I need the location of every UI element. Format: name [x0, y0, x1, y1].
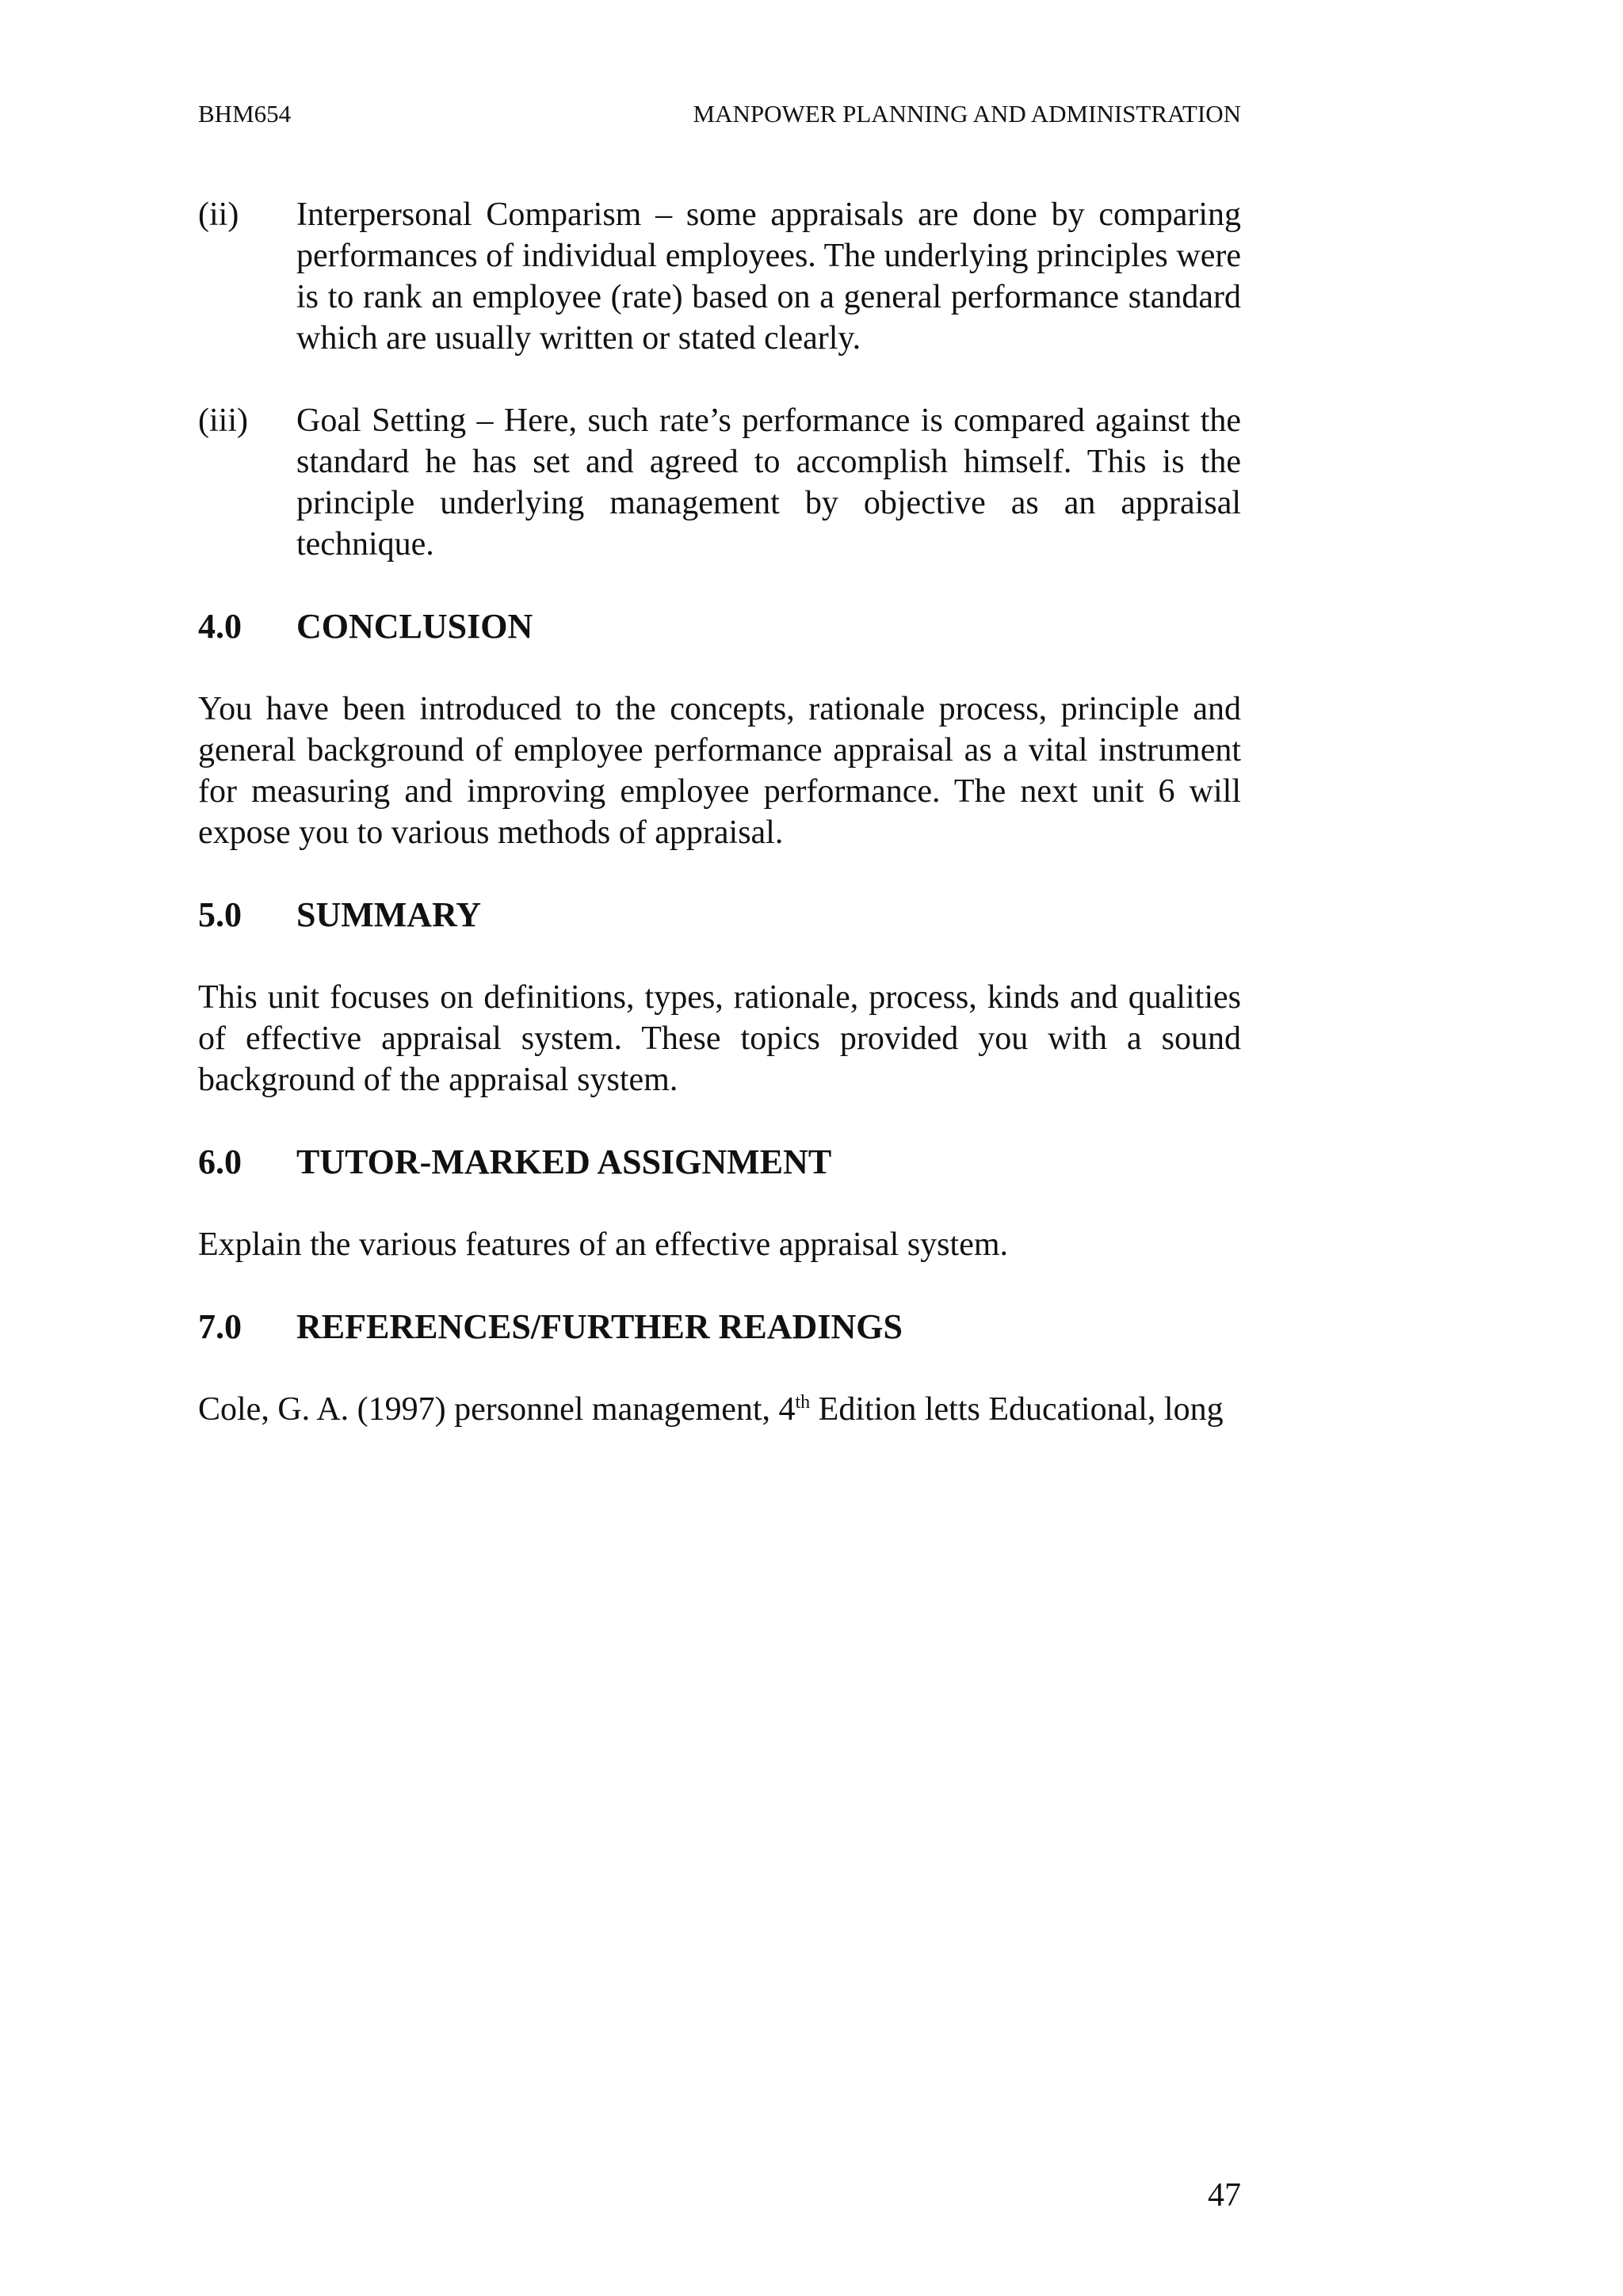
section-heading-summary	[198, 894, 1241, 936]
section-title: TUTOR-MARKED ASSIGNMENT	[296, 1142, 832, 1181]
list-item-text: Interpersonal Comparism – some appraisals are done by comparing performances of individual employees. The underlying principles were is to rank an employee (rate) based on a general performance standard which are usually written or stated clearly.	[296, 196, 1241, 357]
course-code: BHM654	[198, 100, 292, 128]
reference-text-start: Cole, G. A. (1997) personnel management, 4	[198, 1391, 796, 1428]
page-content	[198, 194, 1241, 1430]
section-heading-references	[198, 1306, 1241, 1348]
list-item-label: (iii)	[198, 402, 248, 439]
section-title: REFERENCES/FURTHER READINGS	[296, 1307, 903, 1346]
list-item-label: (ii)	[198, 196, 239, 233]
conclusion-paragraph: You have been introduced to the concepts, rationale process, principle and general background of employee performance appraisal as a vital instrument for measuring and improving employee performance. The next unit 6 will expose you to various methods of appraisal.	[198, 691, 1241, 851]
section-heading-assignment	[198, 1142, 1241, 1183]
assignment-paragraph: Explain the various features of an effective appraisal system.	[198, 1226, 1009, 1263]
reference-entry	[198, 1389, 1241, 1430]
section-number: 4.0	[198, 607, 242, 646]
section-title: SUMMARY	[296, 895, 482, 934]
list-item	[198, 400, 1241, 565]
page-number: 47	[1208, 2177, 1241, 2214]
list-item	[198, 194, 1241, 359]
summary-paragraph: This unit focuses on definitions, types, rationale, process, kinds and qualities of effective appraisal system. These topics provided you with a sound background of the appraisal system.	[198, 979, 1241, 1098]
running-header	[198, 98, 1241, 130]
section-title: CONCLUSION	[296, 607, 533, 646]
list-item-text: Goal Setting – Here, such rate’s performance is compared against the standard he has set and agreed to accomplish himself. This is the principle underlying management by objective as an appraisal technique.	[296, 402, 1241, 563]
section-number: 5.0	[198, 895, 242, 934]
section-number: 7.0	[198, 1307, 242, 1346]
reference-text-end: Edition letts Educational, long	[810, 1391, 1224, 1428]
section-heading-conclusion	[198, 606, 1241, 647]
reference-superscript: th	[795, 1392, 811, 1413]
course-title: MANPOWER PLANNING AND ADMINISTRATION	[693, 100, 1241, 128]
section-number: 6.0	[198, 1142, 242, 1181]
